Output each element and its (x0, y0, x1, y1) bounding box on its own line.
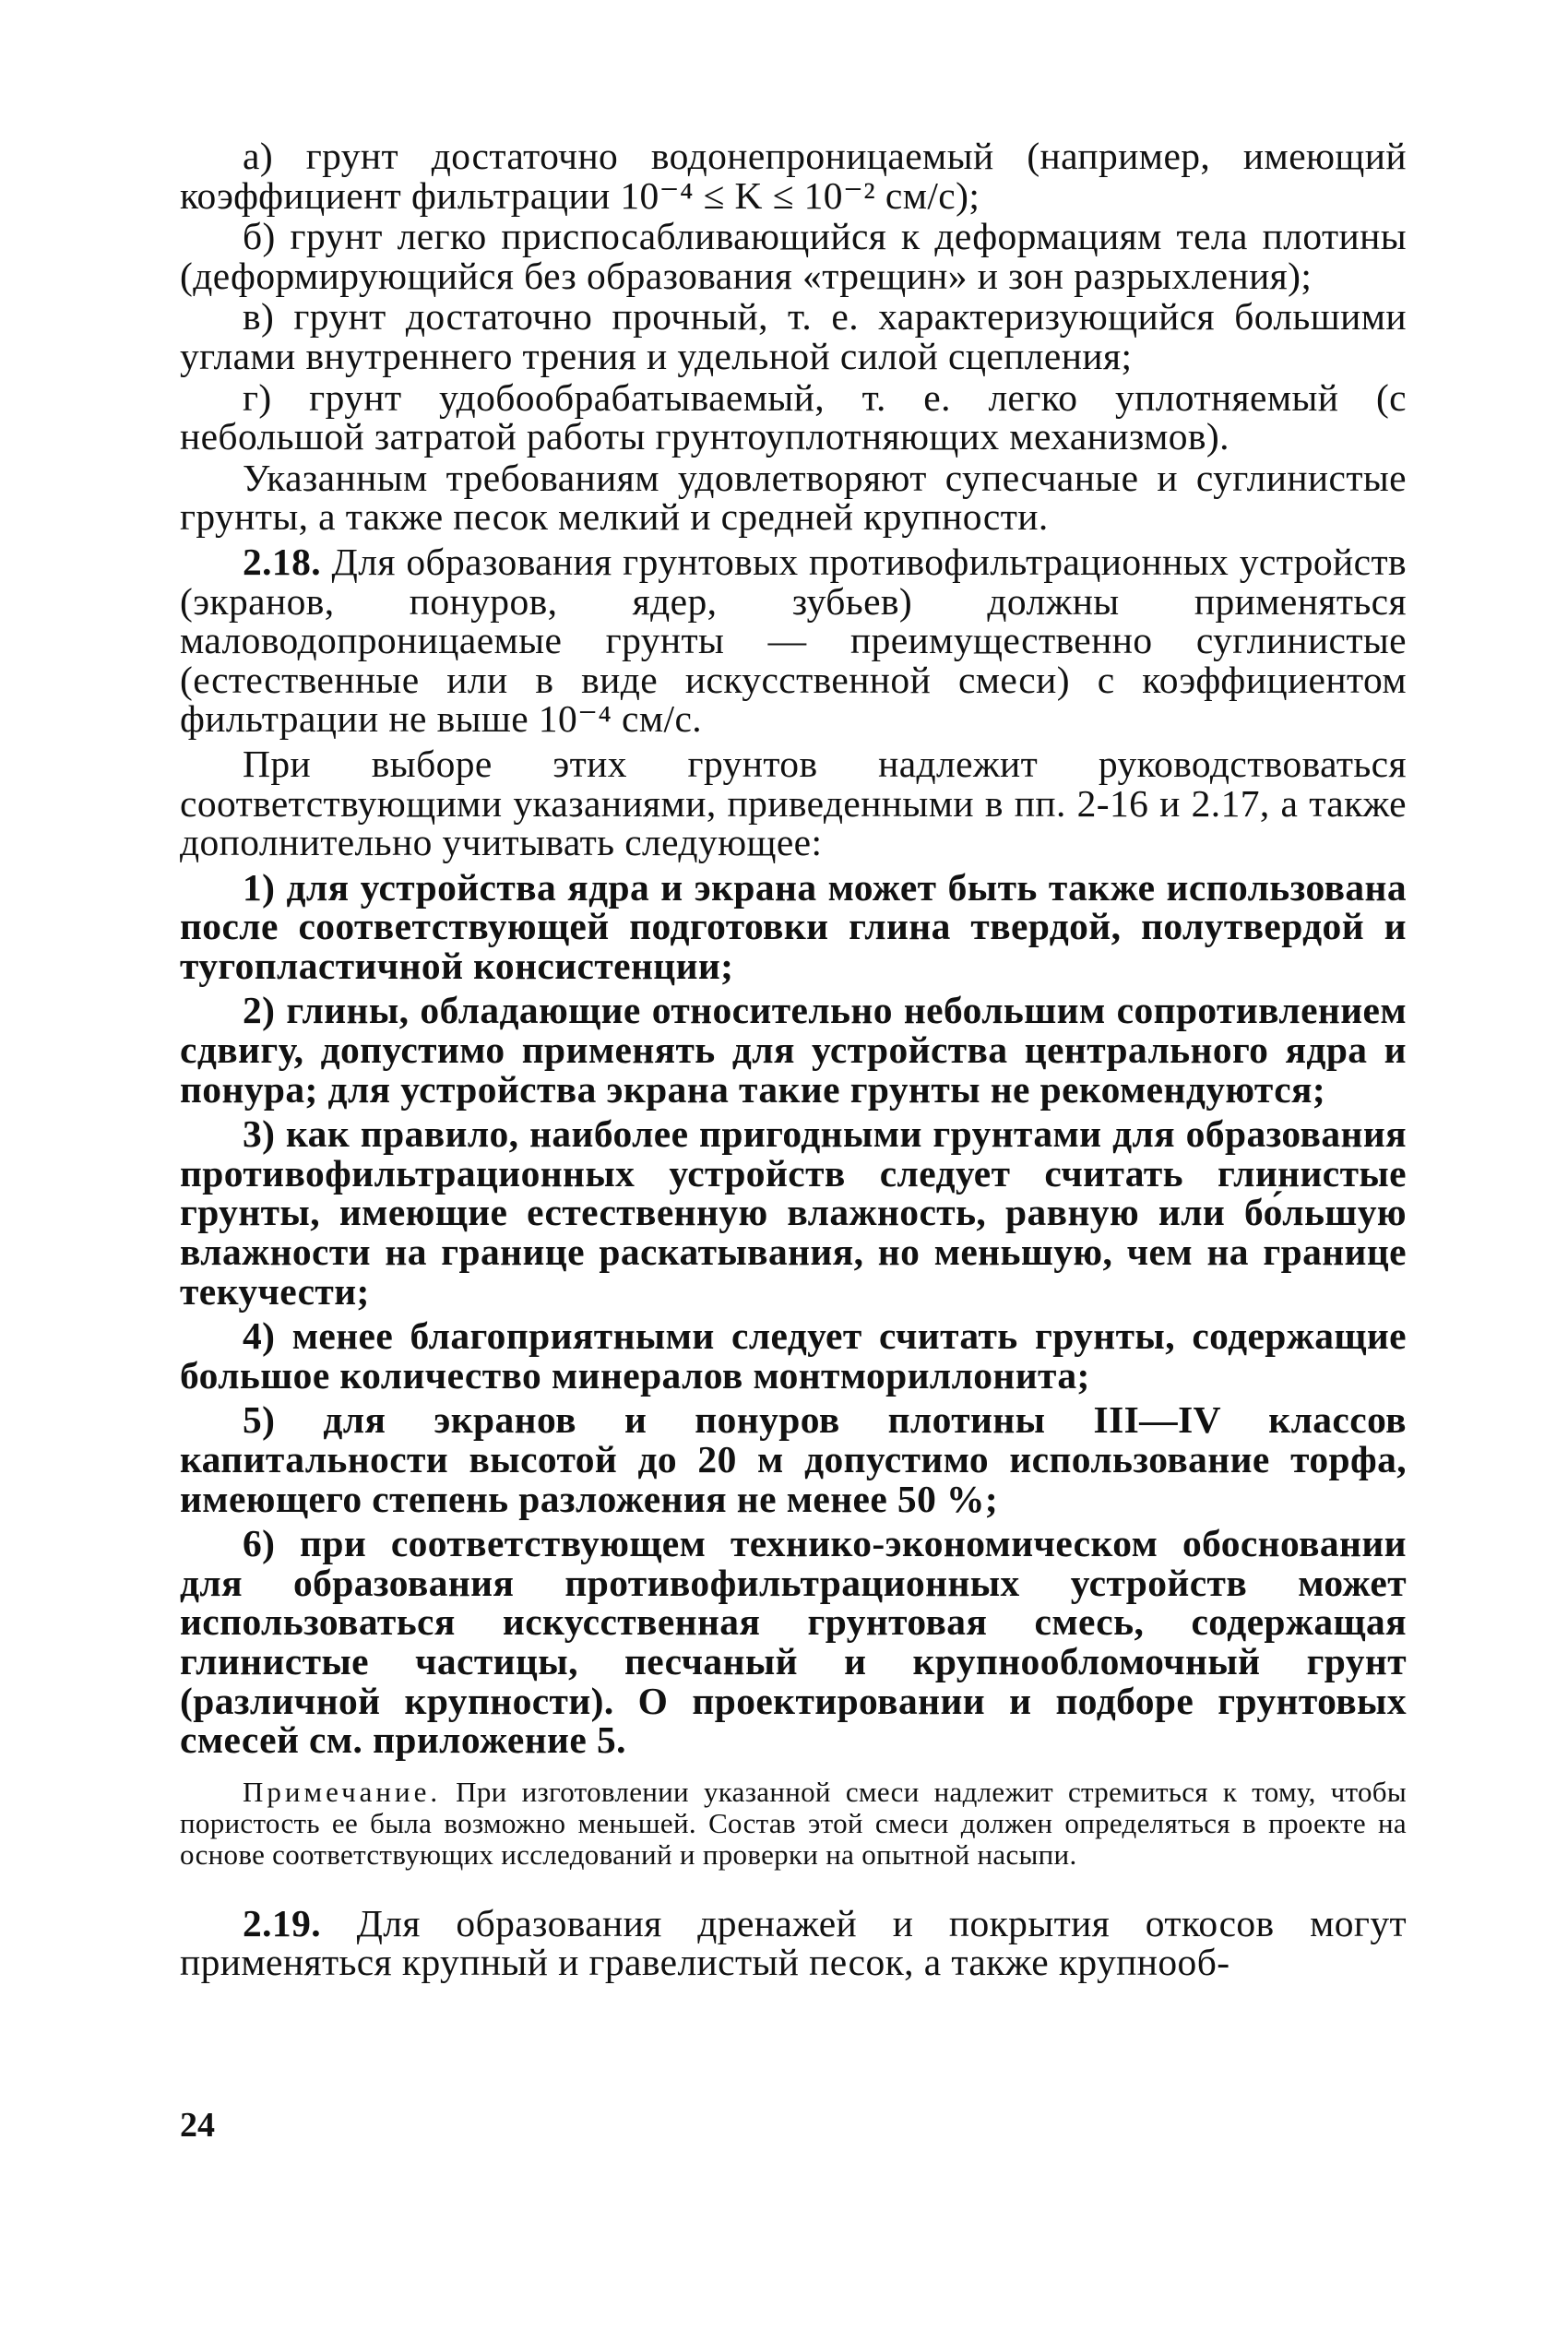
paragraph-choice: При выборе этих грунтов надлежит руководствоваться соответствующими указаниями, приведенными в пп. 2-16 и 2.17, а также дополнительно учитывать следующее: (180, 742, 1407, 864)
paragraph-item-g: г) грунт удобообрабатываемый, т. е. легко уплотняемый (с небольшой затратой работы грунтоуплотняющих механизмов). (180, 375, 1407, 458)
document-page (180, 137, 1407, 1988)
list-item-5: 5) для экранов и понуров плотины III—IV классов капитальности высотой до 20 м допустимо использование торфа, имеющего степень разложения не менее 50 %; (180, 1398, 1407, 1520)
clause-text: Для образования грунтовых противофильтрационных устройств (экранов, понуров, ядер, зубьев) должны применяться маловодопроницаемые грунты — преимущественно суглинистые (естественные или в виде искусственной смеси) с коэффициентом фильтрации не выше 10⁻⁴ см/с. (180, 540, 1407, 741)
list-item-3: 3) как правило, наиболее пригодными грунтами для образования противофильтрационных устройств следует считать глинистые грунты, имеющие естественную влажность, равную или бо́льшую влажности на границе раскатывания, но меньшую, чем на границе текучести; (180, 1112, 1407, 1313)
paragraph-item-b: б) грунт легко приспосабливающийся к деформациям тела плотины (деформирующийся без образования «трещин» и зон разрыхления); (180, 215, 1407, 297)
page-number: 24 (180, 2106, 215, 2145)
paragraph-2-18 (180, 542, 1407, 739)
paragraph-2-19 (180, 1901, 1407, 1984)
paragraph-item-v: в) грунт достаточно прочный, т. е. характеризующийся большими углами внутреннего трения и удельной силой сцепления; (180, 295, 1407, 377)
list-item-1: 1) для устройства ядра и экрана может быть также использована после соответствующей подготовки глина твердой, полутвердой и тугопластичной консистенции; (180, 865, 1407, 987)
list-item-4: 4) менее благоприятными следует считать грунты, содержащие большое количество минералов монтмориллонита; (180, 1314, 1407, 1397)
paragraph-item-a: а) грунт достаточно водонепроницаемый (например, имеющий коэффициент фильтрации 10⁻⁴ ≤ K ≤ 10⁻² см/с); (180, 135, 1407, 217)
list-item-6: 6) при соответствующем технико-экономическом обосновании для образования противофильтрационных устройств может использоваться искусственная грунтовая смесь, содержащая глинистые частицы, песчаный и крупнообломочный грунт (различной крупности). О проектировании и подборе грунтовых смесей см. приложение 5. (180, 1522, 1407, 1762)
clause-text: Для образования дренажей и покрытия откосов могут применяться крупный и гравелистый песок, а также крупнооб- (180, 1901, 1407, 1984)
paragraph-requirements: Указанным требованиям удовлетворяют супесчаные и суглинистые грунты, а также песок мелкий и средней крупности. (180, 456, 1407, 539)
note (180, 1777, 1407, 1871)
note-text: При изготовлении указанной смеси надлежит стремиться к тому, чтобы пористость ее была возможно меньшей. Состав этой смеси должен определяться в проекте на основе соответствующих исследований и проверки на опытной насыпи. (180, 1775, 1407, 1871)
clause-number: 2.18. (243, 540, 321, 583)
clause-number: 2.19. (243, 1901, 321, 1944)
list-item-2: 2) глины, обладающие относительно небольшим сопротивлением сдвигу, допустимо применять для устройства центрального ядра и понура; для устройства экрана такие грунты не рекомендуются; (180, 989, 1407, 1111)
note-label: Примечание. (243, 1775, 442, 1808)
